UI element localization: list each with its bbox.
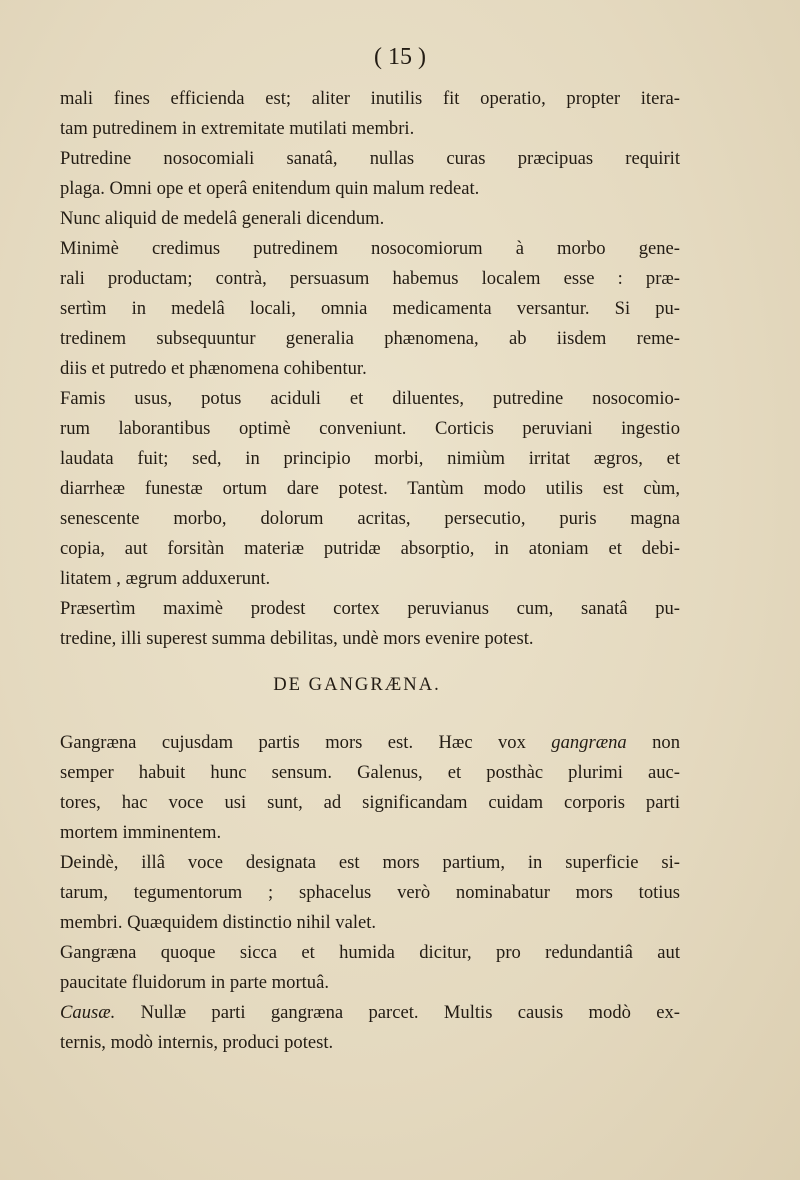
text-line: Præsertìm maximè prodest cortex peruvianus cum, sanatâ pu- — [60, 598, 680, 619]
text-line: tam putredinem in extremitate mutilati membri. — [60, 118, 415, 139]
text-line: mali fines efficienda est; aliter inutilis fit operatio, propter itera- — [60, 88, 680, 109]
text-run: Deindè, illâ voce designata est mors partium, in superficie si- — [60, 852, 680, 873]
text-line — [60, 998, 680, 1028]
text-line: Putredine nosocomiali sanatâ, nullas curas præcipuas requirit — [60, 148, 680, 169]
text-run: membri. Quæquidem distinctio nihil valet. — [60, 912, 377, 933]
text-run: tores, hac voce usi sunt, ad significandam cuidam corporis parti — [60, 792, 680, 813]
text-line: senescente morbo, dolorum acritas, persecutio, puris magna — [60, 508, 680, 529]
text-line: sertìm in medelâ locali, omnia medicamenta versantur. Si pu- — [60, 298, 680, 319]
text-line — [60, 818, 680, 848]
text-run: Nullæ parti gangræna parcet. Multis causis modò ex- — [115, 1002, 680, 1023]
text-line: rum laborantibus optimè conveniunt. Corticis peruviani ingestio — [60, 418, 680, 439]
text-line: Famis usus, potus aciduli et diluentes, putredine nosocomio- — [60, 388, 680, 409]
text-line: copia, aut forsitàn materiæ putridæ absorptio, in atoniam et debi- — [60, 538, 680, 559]
italic-term: gangræna — [551, 732, 627, 753]
text-line: litatem , ægrum adduxerunt. — [60, 568, 271, 589]
section-heading: DE GANGRÆNA. — [273, 674, 441, 695]
text-line — [60, 1028, 680, 1058]
text-run: tarum, tegumentorum ; sphacelus verò nominabatur mors totius — [60, 882, 680, 903]
text-line: diarrheæ funestæ ortum dare potest. Tantùm modo utilis est cùm, — [60, 478, 680, 499]
page-number: ( 15 ) — [374, 44, 426, 70]
text-line: Minimè credimus putredinem nosocomiorum à morbo gene- — [60, 238, 680, 259]
text-line — [60, 788, 680, 818]
italic-term: Causæ. — [60, 1002, 116, 1023]
text-line — [60, 728, 680, 758]
text-run: Gangræna quoque sicca et humida dicitur, pro redundantiâ aut — [60, 942, 680, 963]
text-line: rali productam; contrà, persuasum habemus localem esse : præ- — [60, 268, 680, 289]
text-run: non — [626, 732, 680, 753]
text-line — [60, 908, 680, 938]
text-run: semper habuit hunc sensum. Galenus, et posthàc plurimi auc- — [60, 762, 680, 783]
text-line — [60, 758, 680, 788]
text-line — [60, 968, 680, 998]
text-line: Nunc aliquid de medelâ generali dicendum. — [60, 208, 385, 229]
text-line: diis et putredo et phænomena cohibentur. — [60, 358, 367, 379]
body-text-bottom — [60, 728, 680, 1058]
text-line — [60, 878, 680, 908]
text-run: ternis, modò internis, produci potest. — [60, 1032, 334, 1053]
text-run: Gangræna cujusdam partis mors est. Hæc vox — [60, 732, 552, 753]
text-line: tredine, illi superest summa debilitas, undè mors evenire potest. — [60, 628, 534, 649]
text-line: plaga. Omni ope et operâ enitendum quin malum redeat. — [60, 178, 480, 199]
text-run: mortem imminentem. — [60, 822, 222, 843]
text-line — [60, 848, 680, 878]
body-text-top — [60, 84, 680, 654]
text-line: tredinem subsequuntur generalia phænomena, ab iisdem reme- — [60, 328, 680, 349]
text-run: paucitate fluidorum in parte mortuâ. — [60, 972, 330, 993]
text-line — [60, 938, 680, 968]
text-line: laudata fuit; sed, in principio morbi, nimiùm irritat ægros, et — [60, 448, 680, 469]
